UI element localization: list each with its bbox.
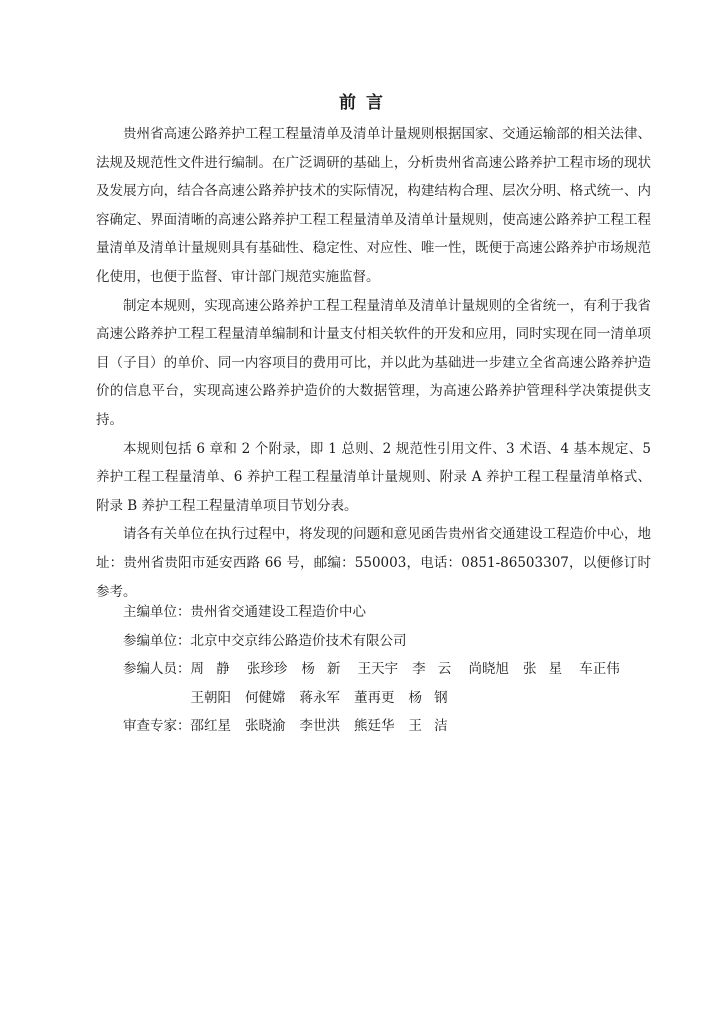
participants-row <box>123 655 653 712</box>
reviewers-list <box>191 712 641 741</box>
page-title: 前 言 <box>339 93 385 113</box>
editor-unit-value: 贵州省交通建设工程造价中心 <box>190 604 366 620</box>
participant-name: 何健嫦 <box>245 689 286 706</box>
participant-name: 尚晓旭 <box>468 661 509 678</box>
participating-unit-value: 北京中交京纬公路造价技术有限公司 <box>190 632 407 649</box>
reviewers-label: 审查专家： <box>123 718 191 735</box>
participating-unit-row <box>123 627 653 656</box>
participant-name: 李云 <box>412 661 464 678</box>
participant-name: 蒋永军 <box>299 689 340 706</box>
participant-name: 车正伟 <box>579 661 620 678</box>
participants-label: 参编人员： <box>123 661 191 678</box>
credits-section <box>123 598 653 741</box>
participants-list <box>191 655 641 712</box>
participant-name: 张星 <box>522 661 575 678</box>
editor-unit-row <box>123 598 653 627</box>
reviewer-name: 邵红星 <box>190 718 231 735</box>
paragraph-3: 本规则包括 6 章和 2 个附录，即 1 总则、2 规范性引用文件、3 术语、4 基本规定、5 养护工程工程量清单、6 养护工程工程量清单计量规则、附录 A 养护工程工程量清单格式、附录 B 养护工程工程量清单项目节划分表。 <box>96 440 651 514</box>
participating-unit-label: 参编单位： <box>123 632 191 649</box>
paragraph-4: 请各有关单位在执行过程中，将发现的问题和意见函告贵州省交通建设工程造价中心，地址：贵州省贵阳市延安西路 66 号，邮编：550003，电话：0851-86503307，以便修订时参考。 <box>96 526 651 600</box>
reviewer-name: 王洁 <box>408 718 460 735</box>
paragraph-1: 贵州省高速公路养护工程工程量清单及清单计量规则根据国家、交通运输部的相关法律、法规及规范性文件进行编制。在广泛调研的基础上，分析贵州省高速公路养护工程市场的现状及发展方向，结合各高速公路养护技术的实际情况，构建结构合理、层次分明、格式统一、内容确定、界面清晰的高速公路养护工程工程量清单及清单计量规则，使高速公路养护工程工程量清单及清单计量规则具有基础性、稳定性、对应性、唯一性，既便于高速公路养护市场规范化使用，也便于监督、审计部门规范实施监督。 <box>96 126 651 285</box>
participant-name: 周静 <box>190 661 242 678</box>
participant-name: 王天宇 <box>357 661 399 678</box>
participant-name: 杨新 <box>301 661 353 678</box>
reviewer-name: 张晓渝 <box>245 718 286 735</box>
preface-body <box>96 120 651 606</box>
paragraph-2: 制定本规则，实现高速公路养护工程工程量清单及清单计量规则的全省统一，有利于我省高速公路养护工程工程量清单编制和计量支付相关软件的开发和应用，同时实现在同一清单项目（子目）的单价、同一内容项目的费用可比，并以此为基础进一步建立全省高速公路养护造价的信息平台，实现高速公路养护造价的大数据管理，为高速公路养护管理科学决策提供支持。 <box>96 297 651 428</box>
reviewer-name: 熊廷华 <box>354 718 395 735</box>
participant-name: 杨钢 <box>408 689 460 706</box>
participant-name: 董再更 <box>354 689 395 706</box>
participant-name: 张珍珍 <box>246 661 288 678</box>
reviewers-row <box>123 712 653 741</box>
participant-name: 王朝阳 <box>190 689 231 706</box>
reviewer-name: 李世洪 <box>299 718 340 735</box>
editor-unit-label: 主编单位： <box>123 604 191 620</box>
